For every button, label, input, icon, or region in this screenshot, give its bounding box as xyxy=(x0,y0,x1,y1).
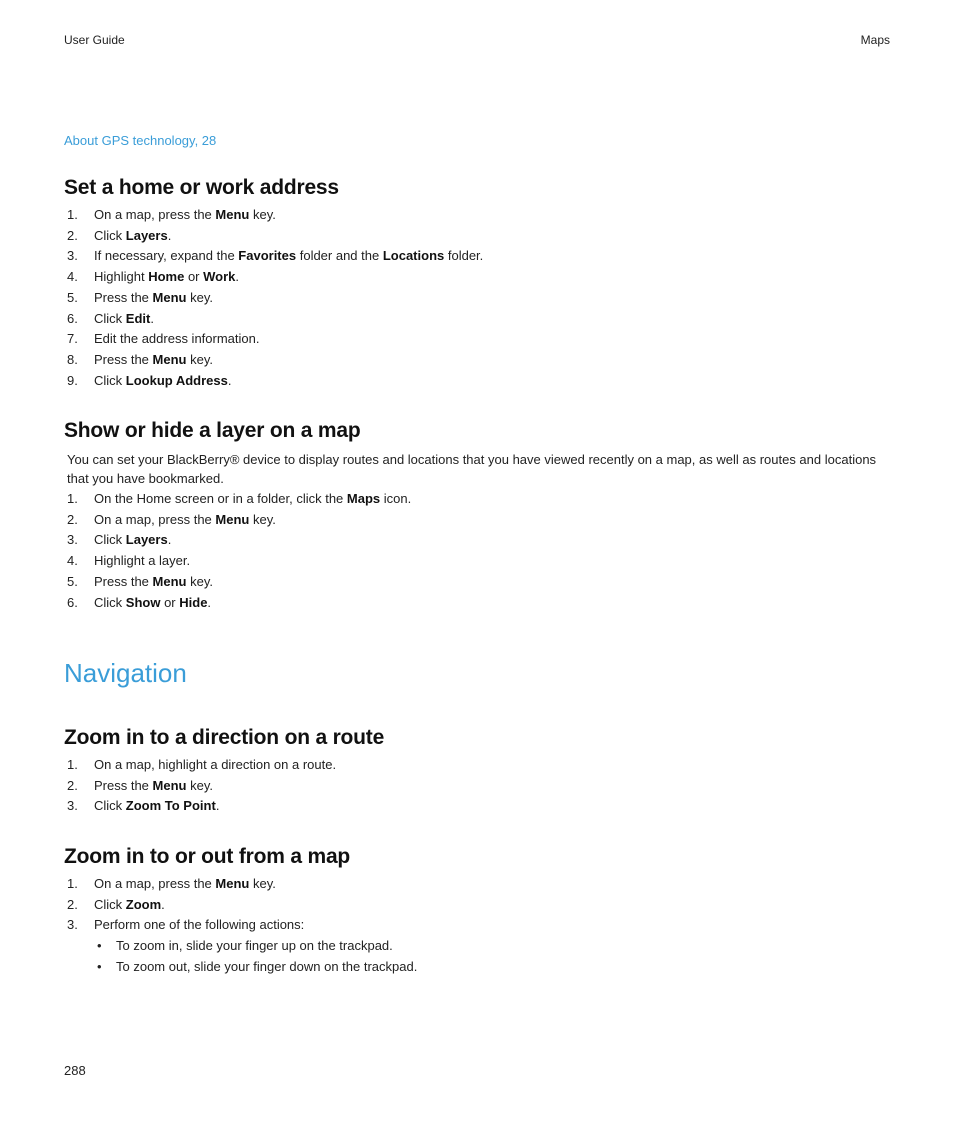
step-text: Click xyxy=(94,227,126,243)
step-text: Press the xyxy=(94,777,153,793)
section-zoom-direction xyxy=(64,725,890,817)
step-number: 3. xyxy=(67,917,78,933)
step-text: Highlight a layer. xyxy=(94,553,191,569)
list-item xyxy=(64,489,890,510)
list-item xyxy=(64,936,890,957)
step-text: . xyxy=(167,227,172,243)
step-text: folder. xyxy=(444,248,484,264)
step-text: . xyxy=(235,269,240,285)
step-text: Press the xyxy=(94,573,153,589)
step-text: key. xyxy=(186,573,213,589)
list-item xyxy=(64,915,890,936)
section-intro: You can set your BlackBerry® device to display routes and locations that you have viewed recently on a map, as well as routes and locations that you have bookmarked. xyxy=(67,452,877,486)
step-number: 2. xyxy=(67,227,78,243)
list-item xyxy=(64,371,890,392)
step-number: 9. xyxy=(67,372,78,388)
list-item xyxy=(64,226,890,247)
steps-list xyxy=(64,755,890,817)
list-item xyxy=(64,796,890,817)
step-number: 5. xyxy=(67,289,78,305)
step-text: Click xyxy=(94,896,126,912)
step-text: or xyxy=(160,594,180,610)
step-number: 4. xyxy=(67,269,78,285)
ui-term: Menu xyxy=(152,777,187,793)
bullet-icon: • xyxy=(97,958,102,974)
section-heading: Zoom in to a direction on a route xyxy=(64,726,385,749)
ui-term: Zoom To Point xyxy=(125,798,216,814)
step-number: 1. xyxy=(67,757,78,772)
step-text: . xyxy=(207,594,212,610)
ui-term: Menu xyxy=(215,207,250,222)
step-number: 7. xyxy=(67,331,78,347)
step-text: key. xyxy=(186,777,213,793)
step-text: Click xyxy=(94,310,126,326)
ui-term: Home xyxy=(148,269,185,285)
ui-term: Layers xyxy=(125,227,168,243)
ui-term: Favorites xyxy=(238,248,297,264)
ui-term: Zoom xyxy=(125,896,162,912)
step-text: Click xyxy=(94,532,126,548)
step-number: 1. xyxy=(67,207,78,222)
step-number: 4. xyxy=(67,553,78,569)
step-number: 2. xyxy=(67,777,78,793)
list-item xyxy=(64,572,890,593)
step-text: Click xyxy=(94,798,126,814)
related-topic-link[interactable]: About GPS technology, 28 xyxy=(64,133,217,148)
step-number: 5. xyxy=(67,573,78,589)
step-text: key. xyxy=(249,511,276,527)
step-text: . xyxy=(150,310,154,326)
section-heading: Zoom in to or out from a map xyxy=(64,845,351,868)
step-text: . xyxy=(215,798,220,814)
ui-term: Menu xyxy=(152,351,187,367)
list-item xyxy=(64,593,890,614)
list-item xyxy=(64,309,890,330)
step-text: Edit the address information. xyxy=(94,331,260,347)
step-number: 2. xyxy=(67,511,78,527)
list-item xyxy=(64,874,890,895)
steps-list xyxy=(64,205,890,391)
list-item xyxy=(64,205,890,226)
step-text: Click xyxy=(94,594,126,610)
ui-term: Menu xyxy=(152,289,187,305)
ui-term: Menu xyxy=(215,876,250,891)
list-item xyxy=(64,246,890,267)
steps-list xyxy=(64,874,890,936)
list-item xyxy=(64,510,890,531)
step-number: 3. xyxy=(67,532,78,548)
bullet-list xyxy=(64,936,890,977)
step-text: Highlight xyxy=(94,269,149,285)
section-zoom-map xyxy=(64,844,890,978)
list-item xyxy=(64,288,890,309)
step-number: 1. xyxy=(67,876,78,891)
ui-term: Lookup Address xyxy=(125,372,228,388)
step-text: Click xyxy=(94,372,126,388)
step-number: 2. xyxy=(67,896,78,912)
step-number: 3. xyxy=(67,798,78,814)
step-text: On the Home screen or in a folder, click the xyxy=(94,491,347,506)
ui-term: Locations xyxy=(382,248,445,264)
bullet-icon: • xyxy=(97,938,102,954)
list-item xyxy=(64,755,890,776)
list-item xyxy=(64,267,890,288)
step-text: . xyxy=(161,896,165,912)
ui-term: Menu xyxy=(215,511,250,527)
step-text: or xyxy=(184,269,204,285)
step-text: folder and the xyxy=(296,248,383,264)
step-number: 6. xyxy=(67,594,78,610)
ui-term: Menu xyxy=(152,573,187,589)
bullet-text: To zoom out, slide your finger down on the trackpad. xyxy=(116,958,418,974)
section-home-work-address xyxy=(64,175,890,391)
running-header-chapter: Maps xyxy=(860,33,890,47)
step-number: 1. xyxy=(67,491,78,506)
step-text: On a map, press the xyxy=(94,207,216,222)
ui-term: Show xyxy=(125,594,161,610)
list-item xyxy=(64,957,890,978)
ui-term: Maps xyxy=(346,491,381,506)
step-text: . xyxy=(167,532,172,548)
step-number: 6. xyxy=(67,310,78,326)
list-item xyxy=(64,776,890,797)
list-item xyxy=(64,329,890,350)
step-text: key. xyxy=(186,351,213,367)
list-item xyxy=(64,350,890,371)
step-text: key. xyxy=(186,289,213,305)
page-number: 288 xyxy=(64,1063,86,1078)
section-show-hide-layer xyxy=(64,418,890,613)
step-number: 8. xyxy=(67,351,78,367)
step-text: Press the xyxy=(94,351,153,367)
step-text: key. xyxy=(249,876,276,891)
ui-term: Edit xyxy=(125,310,151,326)
step-text: Perform one of the following actions: xyxy=(94,917,305,933)
step-number: 3. xyxy=(67,248,78,264)
bullet-text: To zoom in, slide your finger up on the trackpad. xyxy=(116,938,393,954)
chapter-heading-navigation: Navigation xyxy=(64,658,187,688)
ui-term: Work xyxy=(203,269,236,285)
step-text: On a map, press the xyxy=(94,511,216,527)
step-text: key. xyxy=(249,207,276,222)
ui-term: Layers xyxy=(125,532,168,548)
step-text: . xyxy=(227,372,232,388)
running-header-title: User Guide xyxy=(64,33,125,47)
step-text: On a map, press the xyxy=(94,876,216,891)
list-item xyxy=(64,530,890,551)
step-text: On a map, highlight a direction on a route. xyxy=(94,757,337,772)
step-text: Press the xyxy=(94,289,153,305)
section-heading: Show or hide a layer on a map xyxy=(64,419,361,442)
steps-list xyxy=(64,489,890,613)
section-heading: Set a home or work address xyxy=(64,176,339,199)
step-text: If necessary, expand the xyxy=(94,248,239,264)
ui-term: Hide xyxy=(179,594,208,610)
list-item xyxy=(64,895,890,916)
list-item xyxy=(64,551,890,572)
step-text: icon. xyxy=(380,491,412,506)
